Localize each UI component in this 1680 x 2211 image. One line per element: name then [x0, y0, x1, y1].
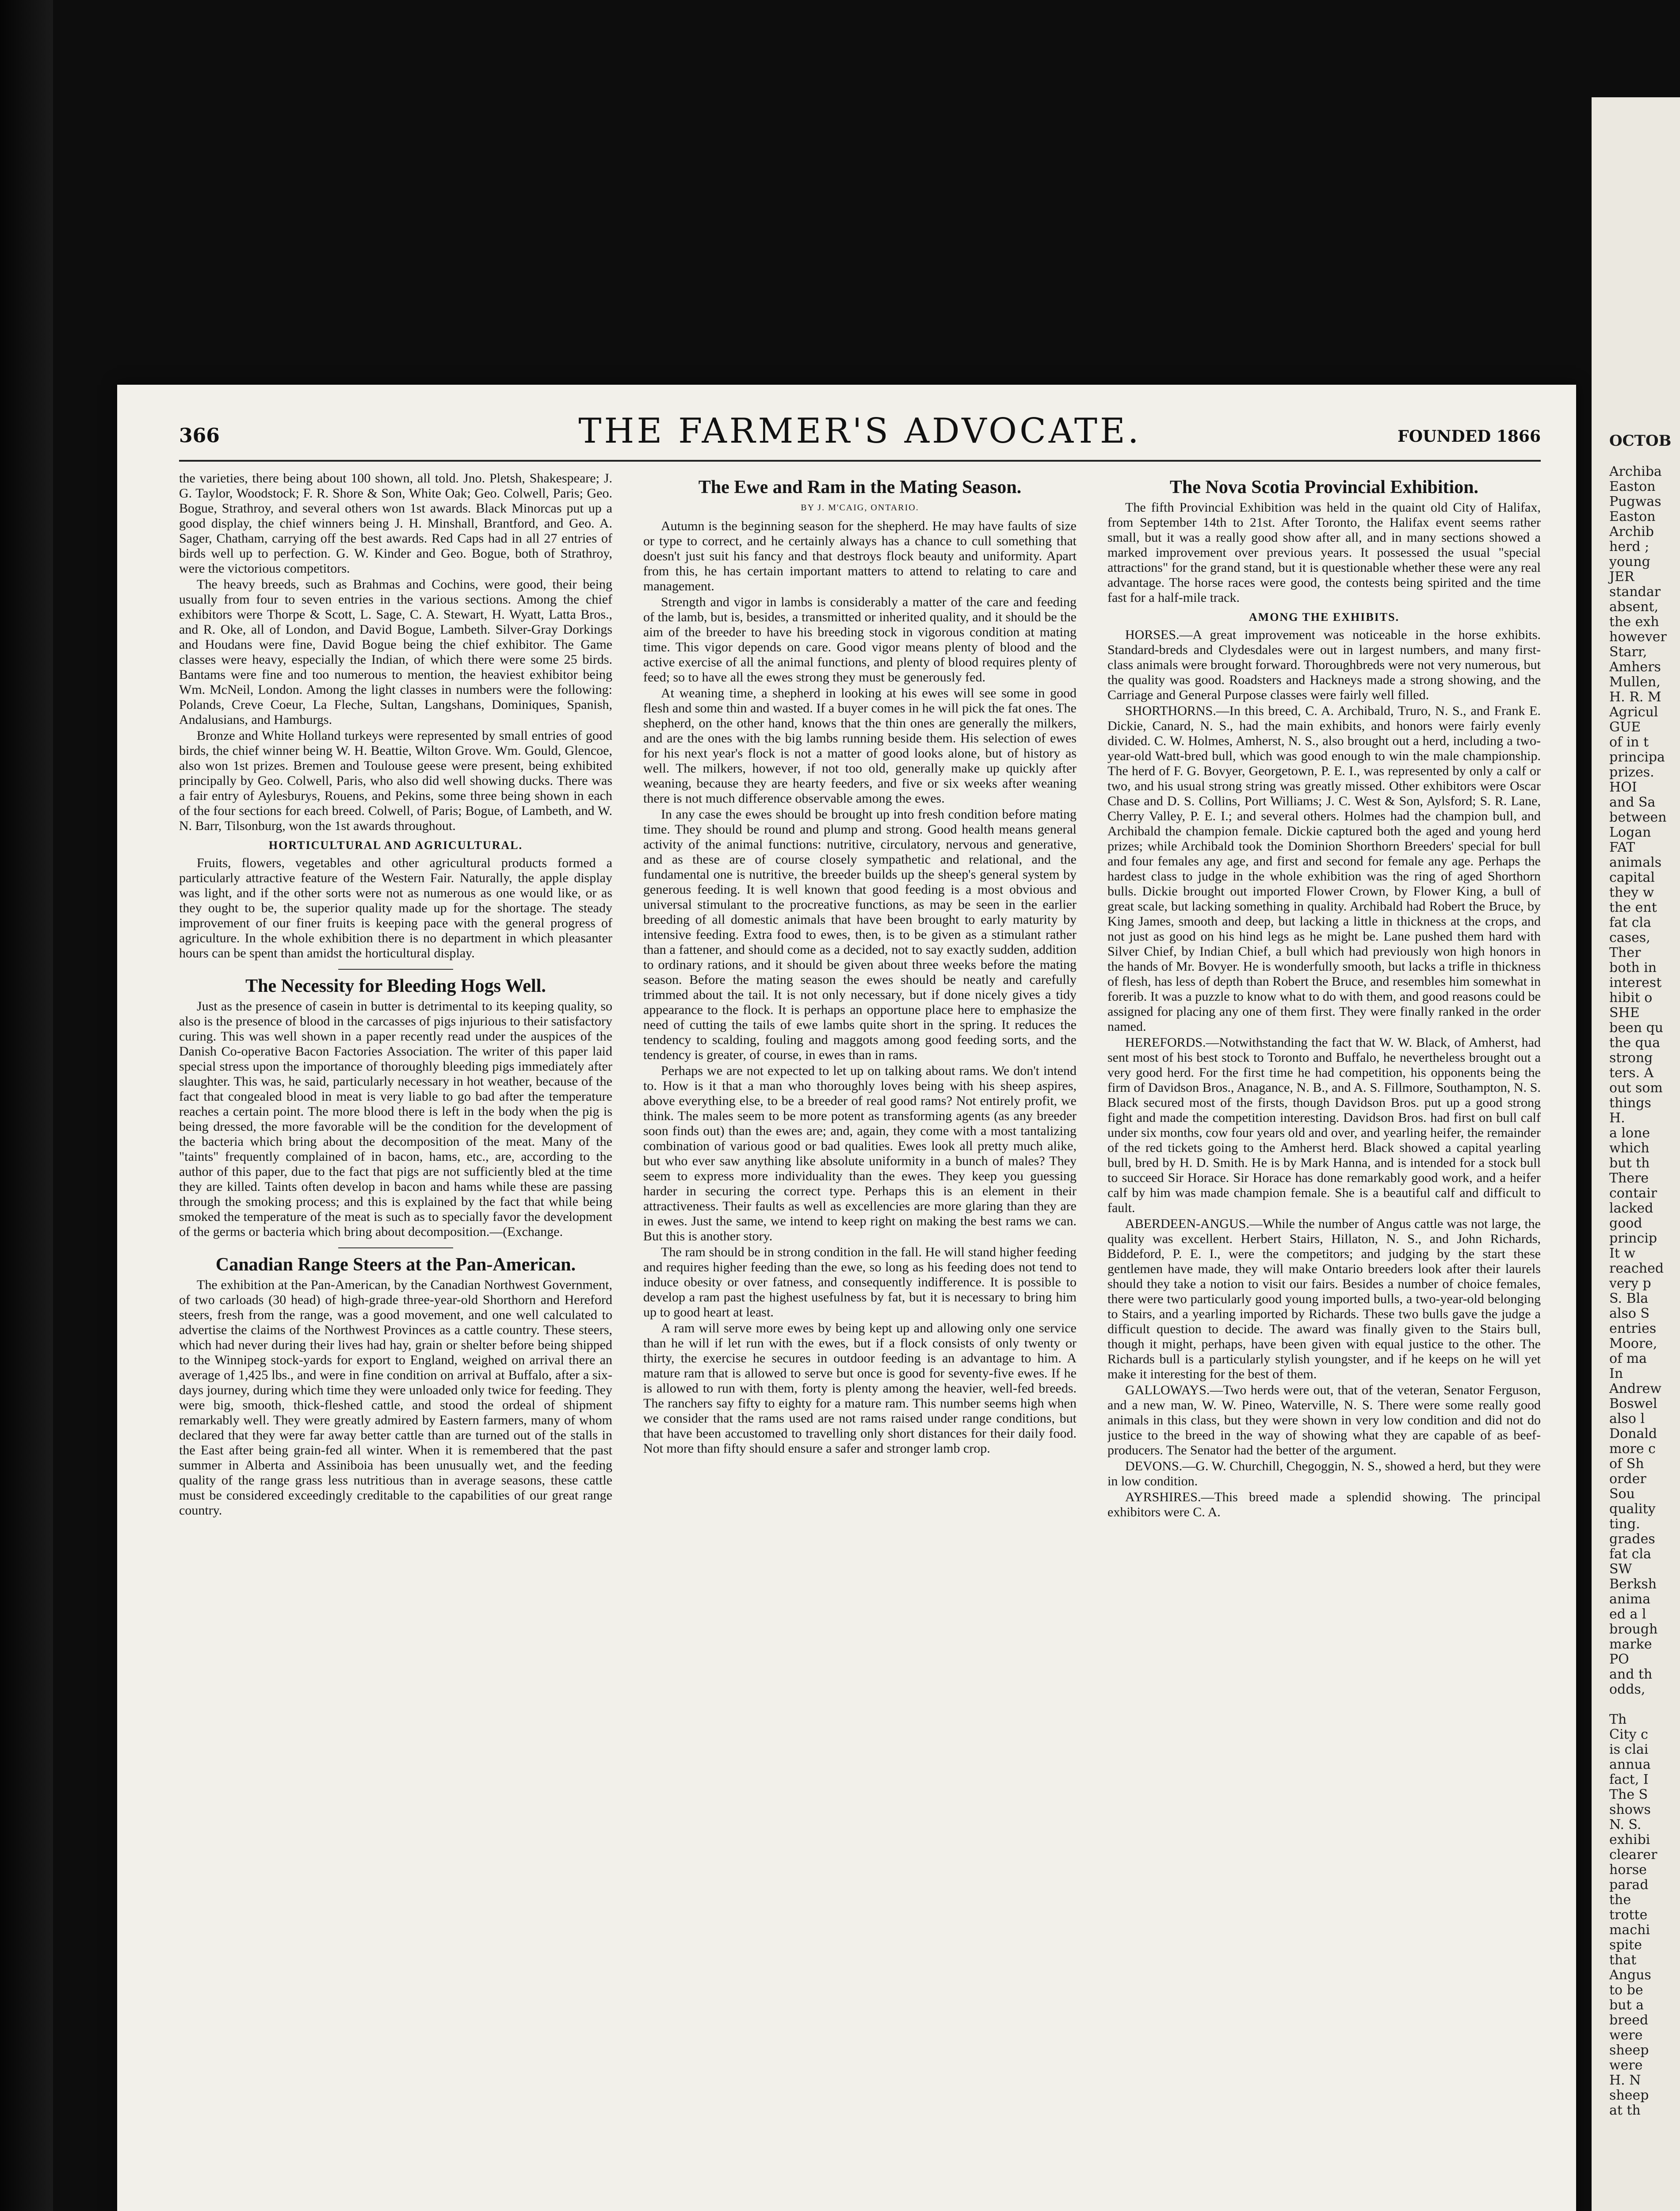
article-paragraph: At weaning time, a shepherd in looking at his ewes will see some in good flesh and some thin and wasted. If a buyer comes in he will pick the fat ones. The shepherd, on the other hand, knows that the thin ones are generally the milkers, and are the ones with the big lambs running beside them. His selection of ewes for his next year's flock is not a matter of good looks alone, but of history as well. The milkers, however, if not too old, generally make up quickly after weaning, because they are hearty feeders, and five or six weeks after weaning there is not much difference observable among the ewes.: [643, 686, 1077, 806]
article-paragraph: Autumn is the beginning season for the shepherd. He may have faults of size or type to correct, and he certainly always has a chance to cull something that doesn't just suit his fancy and that destroys flock beauty and uniformity. Apart from this, he has certain important matters to attend to relating to care and management.: [643, 519, 1077, 593]
horticultural-heading: HORTICULTURAL AND AGRICULTURAL.: [268, 839, 523, 852]
section-divider: [338, 1247, 453, 1248]
adjacent-page-header: OCTOB: [1609, 432, 1672, 450]
ayrshires-paragraph: AYRSHIRES.—This breed made a splendid showing. The principal exhibitors were C. A.: [1107, 1490, 1541, 1519]
running-head: [179, 411, 1541, 460]
exhibits-subheading: AMONG THE EXHIBITS.: [1249, 611, 1400, 624]
poultry-paragraph: the varieties, there being about 100 shown, all told. Jno. Pletsh, Shakespeare; J. G. Taylor, Woodstock; F. R. Shore & Son, White Oak; Geo. Colwell, Paris; Geo. Bogue, Strathroy, and several others won 1st awards. Black Minorcas put up a good display, the chief winners being J. H. Minshall, Brantford, and Geo. A. Sager, Chatham, carrying off the best awards. Red Caps had in all 27 entries of birds well up to perfection. G. W. Kinder and Geo. Bogue, both of Strathroy, were the victorious competitors.: [179, 471, 612, 576]
column-1: [179, 471, 612, 2211]
steers-article-title: Canadian Range Steers at the Pan-American.: [215, 1255, 576, 1275]
herefords-paragraph: HEREFORDS.—Notwithstanding the fact that W. W. Black, of Amherst, had sent most of his best stock to Toronto and Buffalo, he nevertheless brought out a very good herd. For the first time he had competition, his opponents being the firm of Davidson Bros., Anagance, N. B., and A. S. Fillmore, Southampton, N. S. Black secured most of the firsts, though Davidson Bros. put up a good strong fight and made the competition interesting. Davidson Bros. had first on bull calf under six months, cow four years old and over, and yearling heifer, the remainder of the red tickets going to the Amherst herd. Black showed a capital yearling bull, bred by H. D. Smith. He is by Mark Hanna, and is intended for a stock bull to succeed Sir Horace. Sir Horace has done remarkably good work, and a heifer calf by him was made champion female. She is a beautiful calf and difficult to fault.: [1107, 1035, 1541, 1215]
turkeys-paragraph: Bronze and White Holland turkeys were represented by small entries of good birds, the chief winner being W. H. Beattie, Wilton Grove. Wm. Gould, Glencoe, also won 1st prizes. Bremen and Toulouse geese were present, being exhibited principally by Geo. Colwell, Paris, who also did well showing ducks. There was a fair entry of Aylesburys, Rouens, and Pekins, some three being shown in each of the four sections for each breed. Colwell, of Paris; Bogue, of Lambeth, and W. N. Barr, Tilsonburg, won the 1st awards throughout.: [179, 728, 612, 833]
horses-paragraph: HORSES.—A great improvement was noticeable in the horse exhibits. Standard-breds and Clydesdales were out in largest numbers, and many first-class animals were brought forward. Thoroughbreds were not very numerous, but the quality was good. Roadsters and Hackneys made a strong showing, and the Carriage and General Purpose classes were fairly well filled.: [1107, 627, 1541, 702]
shorthorns-paragraph: SHORTHORNS.—In this breed, C. A. Archibald, Truro, N. S., and Frank E. Dickie, Canard, N. S., had the main exhibits, and honors were fairly evenly divided. C. W. Holmes, Amherst, N. S., also brought out a herd, including a two-year-old Watt-bred bull, which was good enough to win the male championship. The herd of F. G. Bovyer, Georgetown, P. E. I., was represented by only a calf or two, and his usual strong string was greatly missed. Other exhibitors were Oscar Chase and D. S. Collins, Port Williams; J. C. West & Son, Aylsford; S. R. Lane, Cherry Valley, P. E. I.; and several others. Holmes had the champion bull, and Archibald the champion female. Dickie captured both the aged and young herd prizes; while Archibald took the Dominion Shorthorn Breeders' special for bull and four females any age, and first and second for female any age. Perhaps the hardest class to judge in the whole exhibition was the ring of aged Shorthorn bulls. Dickie brought out imported Flower Crown, by Flower King, a bull of great scale, but lacking something in quality. Archibald had Robert the Bruce, by King James, smooth and deep, but lacking a little in thickness at the crops, and not just as good on his hind legs as he might be. Lane pushed them hard with Silver Chief, by Indian Chief, a bull which had previously won high honors in the hands of Mr. Bovyer. He is wonderfully smooth, but lacks a trifle in thickness of flesh, has less of depth than Robert the Bruce, and resembles him somewhat in forerib. It was a puzzle to know what to do with them, and good reasons could be assigned for placing any one of them first. They were finally ranked in the order named.: [1107, 704, 1541, 1034]
article-byline: BY J. M'CAIG, ONTARIO.: [801, 503, 919, 513]
adjacent-page-fragment: [1592, 97, 1680, 2211]
fruits-paragraph: Fruits, flowers, vegetables and other agricultural products formed a particularly attractive feature of the Western Fair. Naturally, the apple display was light, and if the other sorts were not as numerous as one would like, or as they ought to be, the superior quality made up for the shortage. The steady improvement of our finer fruits is keeping pace with the general progress of agriculture. In the whole exhibition there is no department in which pleasanter hours can be spent than amidst the horticultural display.: [179, 856, 612, 960]
article-paragraph: Strength and vigor in lambs is considerably a matter of the care and feeding of the lamb, but is, besides, a transmitted or inherited quality, and it should be the aim of the breeder to have his breeding stock in vigorous condition at mating time. This vigor depends on care. Good vigor means plenty of blood and the active exercise of all the animal functions, and plenty of blood requires plenty of feed; so to have all the ewes strong they must be generously fed.: [643, 595, 1077, 685]
newspaper-page: [117, 385, 1576, 2211]
column-2: [643, 471, 1077, 2211]
ewe-ram-article-title: The Ewe and Ram in the Mating Season.: [698, 477, 1022, 497]
article-paragraph: A ram will serve more ewes by being kept up and allowing only one service than he will if let run with the ewes, but if a flock consists of only twenty or thirty, the exercise he secures in outdoor feeding is an advantage to him. A mature ram that is allowed to serve but once is good for seventy-five ewes. If he is allowed to run with them, forty is plenty among the heavier, well-fed breeds. The ranchers say fifty to eighty for a mature ram. This number seems high when we consider that the rams used are not rams raised under range conditions, but that have been accustomed to travelling only short distances for their daily food. Not more than fifty should ensure a safer and stronger lamb crop.: [643, 1321, 1077, 1456]
section-divider: [338, 969, 453, 970]
header-rule: [179, 460, 1541, 462]
galloways-paragraph: GALLOWAYS.—Two herds were out, that of the veteran, Senator Ferguson, and a new man, W. W. Pineo, Waterville, N. S. There were some really good animals in this class, but they were shown in very low condition and did not do justice to the breed in the way of showing what they are capable of as beef-producers. The Senator had the better of the argument.: [1107, 1383, 1541, 1457]
masthead-title: THE FARMER'S ADVOCATE.: [578, 411, 1142, 451]
article-paragraph: In any case the ewes should be brought up into fresh condition before mating time. They should be round and plump and strong. Good health means general activity of the animal functions: nutritive, circulatory, nervous and generative, and as these are of course closely sympathetic and relational, and the fundamental one is nutritive, the breeder builds up the sheep's general system by generous feeding. It is well known that good feeding is a most obvious and universal stimulant to the procreative functions, as may be seen in the earlier breeding of all domestic animals that have been brought to early maturity by intensive feeding. Extra food to ewes, then, is to be given as a stimulant rather than a fattener, and should come as a decided, not to say exactly sudden, addition to ordinary rations, and it should be given about three weeks before the mating season. Before the mating season the ewes should be neatly and carefully trimmed about the tail. It is not only necessary, but if done nicely gives a tidy appearance to the flock. It is perhaps an opportune place here to emphasize the need of cutting the tails of ewe lambs quite short in the spring. It reduces the tendency to scalding, fouling and maggots among good feeding sorts, and the tendency is greater, of course, in ewes than in rams.: [643, 807, 1077, 1062]
page-number: 366: [179, 425, 220, 447]
founded-line: FOUNDED 1866: [1397, 427, 1541, 446]
article-paragraph: The fifth Provincial Exhibition was held in the quaint old City of Halifax, from September 14th to 21st. After Toronto, the Halifax event seems rather small, but it was a really good show after all, and in many sections showed a marked improvement over previous years. It possessed the usual "special attractions" for the grand stand, but it is questionable whether these were any real advantage. The horse races were good, the contests being spirited and the time fast for a half-mile track.: [1107, 500, 1541, 605]
steers-paragraph: The exhibition at the Pan-American, by the Canadian Northwest Government, of two carloads (30 head) of high-grade three-year-old Shorthorn and Hereford steers, fresh from the range, was a good movement, and one well calculated to advertise the claims of the Northwest Provinces as a cattle country. These steers, which had never during their lives had hay, grain or shelter before being shipped to the Winnipeg stock-yards for export to England, weighed on arrival there an average of 1,425 lbs., and were in fine condition on arrival at Buffalo, after a six-days journey, during which time they were unloaded only twice for feeding. They were big, smooth, thick-fleshed cattle, and stood the ordeal of shipment remarkably well. They were greatly admired by Eastern farmers, many of whom declared that they were far away better cattle than are turned out of the stalls in the East after being grain-fed all winter. When it is remembered that the past summer in Alberta and Assiniboia has been unusually wet, and the feeding quality of the range grass less nutritious than in average seasons, these cattle must be considered exceedingly creditable to the capabilities of our great range country.: [179, 1278, 612, 1518]
article-paragraph: Perhaps we are not expected to let up on talking about rams. We don't intend to. How is it that a man who thoroughly loves being with his sheep aspires, above everything else, to be a breeder of real good rams? Not entirely profit, we think. The males seem to be more potent as transforming agents (as any breeder soon finds out) than the ewes are; and, again, they come with a most tantalizing combination of various good or bad qualities. Ewes look all pretty much alike, but who ever saw anything like absolute uniformity in a bunch of males? They seem to express more individuality than the ewes. They keep you guessing harder in securing the correct type. Perhaps this is an element in their attractiveness. Their faults as well as excellencies are more glaring than they are in ewes. Just the same, we intend to keep right on making the best rams we can. But this is another story.: [643, 1063, 1077, 1243]
hogs-article-title: The Necessity for Bleeding Hogs Well.: [245, 976, 546, 996]
angus-paragraph: ABERDEEN-ANGUS.—While the number of Angus cattle was not large, the quality was excellent. Herbert Stairs, Hillaton, N. S., and John Richards, Biddeford, P. E. I., were the competitors; and judging by the start these gentlemen have made, they will make Ontario breeders look after their laurels should they take a notion to visit our fairs. Besides a number of choice females, there were two particularly good young imported bulls, a two-year-old belonging to Stairs, and a yearling imported by Richards. These two bulls gave the judge a difficult question to decide. The award was finally given to the Stairs bull, though it might, perhaps, have been given with equal justice to the other. The Richards bull is a particularly stylish youngster, and if he keeps on he will yet make it interesting for the best of them.: [1107, 1216, 1541, 1381]
adjacent-page-text: Archiba Easton Pugwas Easton Archib herd ; young JER standar absent, the exh however Starr, Amhers Mullen, H. R. M Agricul GUE of in t principa prizes. HOI and Sa between Logan FAT animals capital they w the ent fat cla cases, Ther both in interest hibit o SHE been qu the qua strong ters. A out som things H. a lone which but th There contair lacked good princip It w reached very p S. Bla also S entries Moore, of ma In Andrew Boswel also l Donald more c of Sh order Sou quality ting. grades fat cla SW Berksh anima ed a l brough marke PO and th odds, Th City c is clai annua fact, I The S shows N. S. exhibi clearer horse parad the trotte machi spite that Angus to be but a breed were sheep were H. N sheep at th: [1609, 464, 1667, 2118]
hogs-paragraph: Just as the presence of casein in butter is detrimental to its keeping quality, so also is the presence of blood in the carcasses of pigs injurious to their satisfactory curing. This was well shown in a paper recently read under the auspices of the Danish Co-operative Bacon Factories Association. The writer of this paper laid special stress upon the importance of thoroughly bleeding pigs immediately after slaughter. This was, he said, particularly necessary in hot weather, because of the fact that congealed blood in meat is very liable to go bad after the temperature reaches a certain point. The more blood there is left in the body when the pig is being dressed, the more favorable will be the condition for the development of the bacteria which bring about the decomposition of the meat. Many of the "taints" frequently complained of in bacon, hams, etc., are, according to the author of this paper, due to the fact that pigs are not sufficiently bled at the time they are killed. Taints often develop in bacon and hams while these are passing through the smoking process; and this is explained by the fact that while being smoked the temperature of the meat is such as to specially favor the development of the germs or bacteria which bring about decomposition.—(Exchange.: [179, 999, 612, 1239]
devons-paragraph: DEVONS.—G. W. Churchill, Chegoggin, N. S., showed a herd, but they were in low condition.: [1107, 1459, 1541, 1488]
nova-scotia-article-title: The Nova Scotia Provincial Exhibition.: [1169, 477, 1479, 497]
column-3: [1107, 471, 1541, 2211]
article-paragraph: The ram should be in strong condition in the fall. He will stand higher feeding and requires higher feeding than the ewe, so long as his feeding does not tend to induce obesity or over fatness, and consequently indifference. It is possible to develop a ram past the highest usefulness by fat, but it is necessary to bring him up to good heart at least.: [643, 1245, 1077, 1320]
heavy-breeds-paragraph: The heavy breeds, such as Brahmas and Cochins, were good, their being usually from four to seven entries in the various sections. Among the chief exhibitors were Thorpe & Scott, L. Sage, C. A. Stewart, H. Wyatt, Latta Bros., and R. Oke, all of London, and David Bogue, Lambeth. Silver-Gray Dorkings and Houdans were fine, David Bogue being the chief exhibitor. The Game classes were heavy, especially the Indian, of which there were some 25 birds. Bantams were fine and too numerous to mention, the heaviest exhibitor being Wm. McNeil, London. Among the light classes in numbers were the following: Polands, Creve Coeur, La Fleche, Sultan, Langshans, Dominiques, Spanish, Andalusians, and Hamburgs.: [179, 577, 612, 727]
scan-dark-margin: [0, 0, 53, 2211]
